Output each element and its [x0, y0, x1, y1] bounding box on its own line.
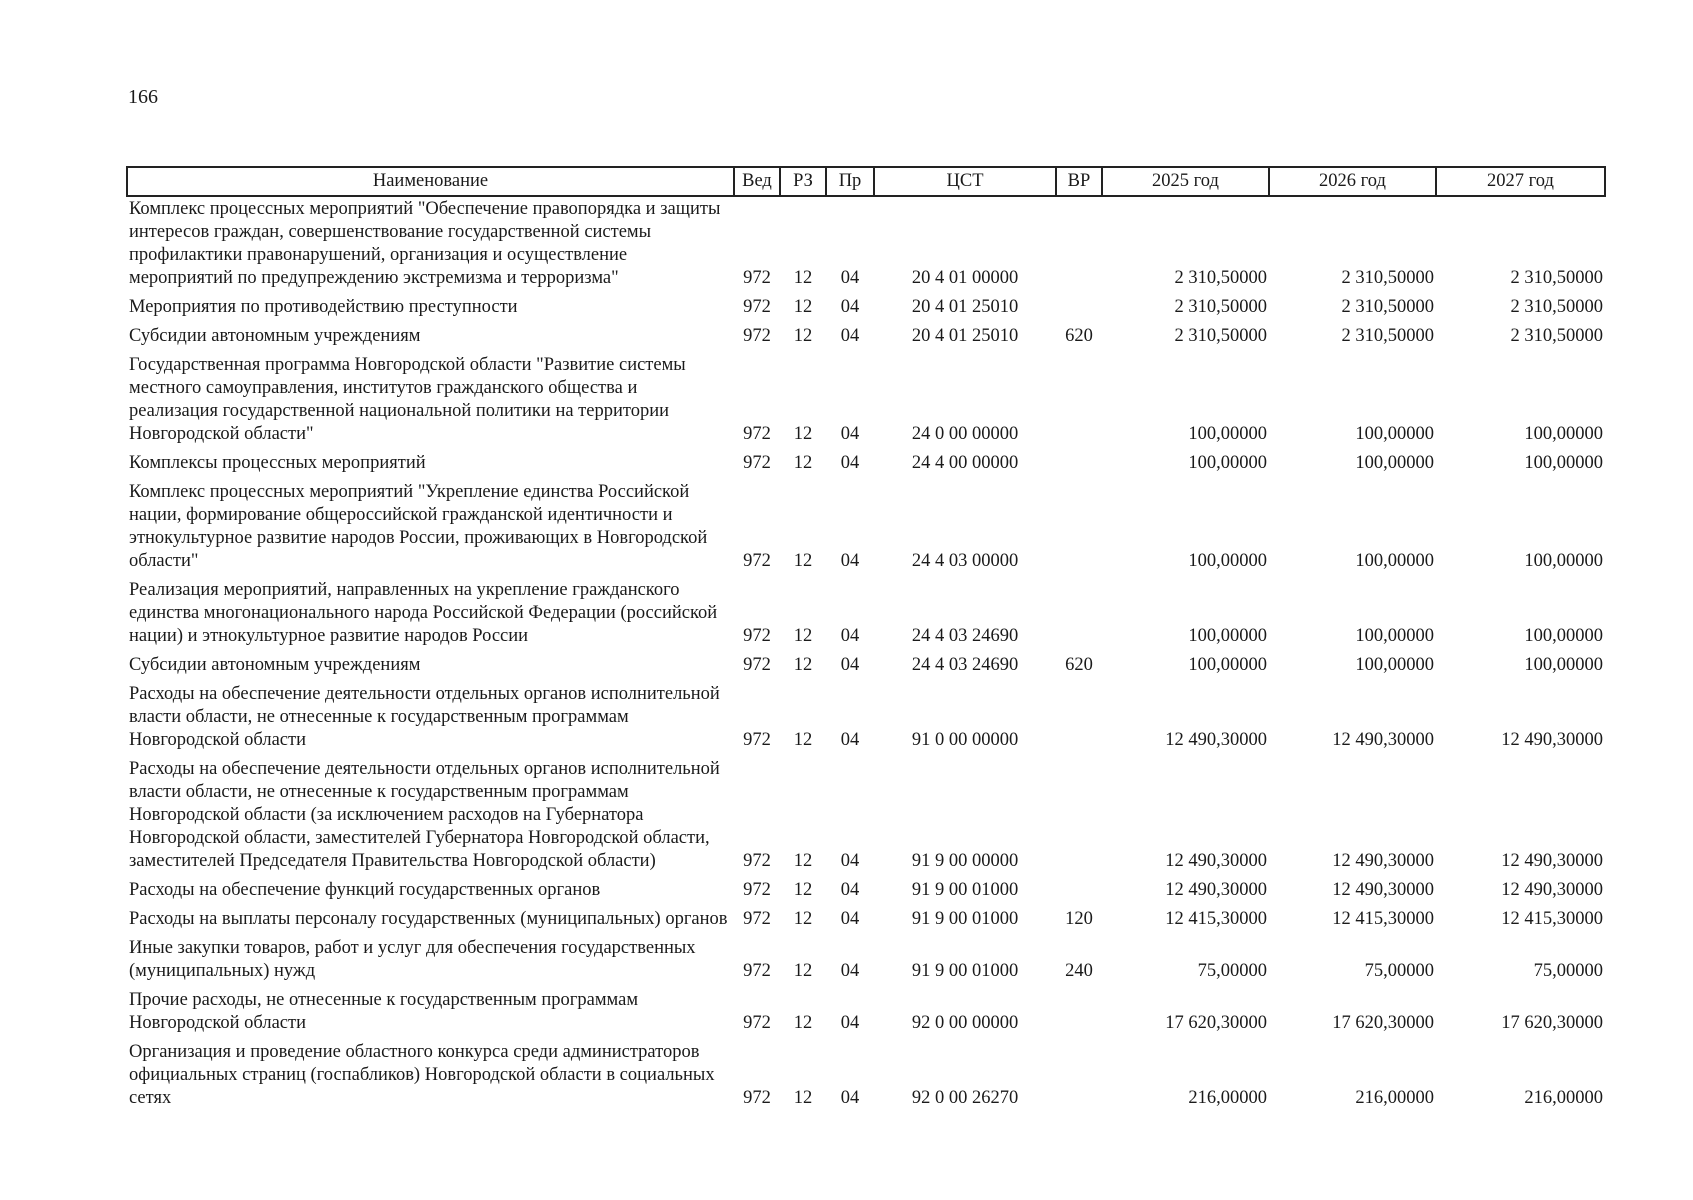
row-2025-cell: 2 310,50000: [1174, 297, 1267, 317]
row-pr-cell: 04: [840, 626, 860, 646]
row-2025-cell: 17 620,30000: [1165, 1013, 1267, 1033]
row-2026-cell: 2 310,50000: [1341, 268, 1434, 288]
row-cst-cell: 20 4 01 25010: [911, 326, 1019, 346]
row-cst-cell: 24 4 03 24690: [911, 655, 1019, 675]
budget-table: [126, 166, 1606, 1116]
table-row: [127, 758, 1605, 879]
row-rz-cell: 12: [793, 424, 813, 444]
row-vr-cell: [1056, 296, 1102, 325]
row-pr-cell: 04: [840, 326, 860, 346]
row-name-cell: Прочие расходы, не отнесенные к государственным программам Новгородской области: [129, 990, 639, 1033]
column-header-name: Наименование: [127, 167, 734, 196]
column-header-vr: ВР: [1056, 167, 1102, 196]
row-vr-cell: [1056, 196, 1102, 296]
row-vr-cell: [1056, 758, 1102, 879]
row-ved-cell: 972: [743, 551, 771, 571]
table-row: [127, 354, 1605, 452]
row-cst-cell: 92 0 00 00000: [911, 1013, 1019, 1033]
row-ved-cell: 972: [743, 851, 771, 871]
row-rz-cell: 12: [793, 655, 813, 675]
row-name-cell: Расходы на обеспечение функций государственных органов: [129, 880, 601, 900]
row-2025-cell: 100,00000: [1188, 626, 1267, 646]
row-2027-cell: 12 415,30000: [1501, 909, 1603, 929]
row-pr-cell: 04: [840, 268, 860, 288]
row-2025-cell: 100,00000: [1188, 551, 1267, 571]
row-cst-cell: 91 9 00 01000: [911, 961, 1019, 981]
row-2027-cell: 100,00000: [1524, 626, 1603, 646]
row-cst-cell: 24 4 00 00000: [911, 453, 1019, 473]
row-name-cell: Расходы на выплаты персоналу государственных (муниципальных) органов: [129, 909, 728, 929]
row-rz-cell: 12: [793, 326, 813, 346]
table-row: [127, 579, 1605, 654]
row-2027-cell: 100,00000: [1524, 655, 1603, 675]
column-header-2027: 2027 год: [1436, 167, 1605, 196]
column-header-pr: Пр: [826, 167, 874, 196]
table-row: [127, 325, 1605, 354]
row-vr-cell: 120: [1065, 909, 1093, 929]
row-ved-cell: 972: [743, 909, 771, 929]
row-2027-cell: 12 490,30000: [1501, 880, 1603, 900]
row-rz-cell: 12: [793, 551, 813, 571]
row-2026-cell: 2 310,50000: [1341, 326, 1434, 346]
table-row: [127, 908, 1605, 937]
row-vr-cell: [1056, 481, 1102, 579]
row-pr-cell: 04: [840, 1088, 860, 1108]
row-name-cell: Мероприятия по противодействию преступности: [129, 297, 518, 317]
row-2026-cell: 100,00000: [1355, 424, 1434, 444]
row-ved-cell: 972: [743, 626, 771, 646]
row-name-cell: Комплекс процессных мероприятий "Обеспечение правопорядка и защиты интересов граждан, совершенствование государственной системы профилактики правонарушений, организация и осуществление мероприятий по предупреждению экстремизма и терроризма": [129, 199, 721, 288]
row-2025-cell: 12 415,30000: [1165, 909, 1267, 929]
row-2025-cell: 100,00000: [1188, 424, 1267, 444]
table-row: [127, 654, 1605, 683]
row-2027-cell: 100,00000: [1524, 424, 1603, 444]
row-2026-cell: 12 490,30000: [1332, 880, 1434, 900]
row-ved-cell: 972: [743, 297, 771, 317]
row-2027-cell: 12 490,30000: [1501, 730, 1603, 750]
row-2027-cell: 100,00000: [1524, 551, 1603, 571]
table-row: [127, 196, 1605, 296]
row-vr-cell: 240: [1065, 961, 1093, 981]
row-ved-cell: 972: [743, 961, 771, 981]
row-2026-cell: 12 490,30000: [1332, 851, 1434, 871]
row-ved-cell: 972: [743, 880, 771, 900]
row-pr-cell: 04: [840, 730, 860, 750]
table-row: [127, 1041, 1605, 1116]
row-pr-cell: 04: [840, 453, 860, 473]
row-pr-cell: 04: [840, 880, 860, 900]
row-2025-cell: 12 490,30000: [1165, 851, 1267, 871]
row-ved-cell: 972: [743, 424, 771, 444]
row-2027-cell: 75,00000: [1533, 961, 1603, 981]
row-cst-cell: 91 9 00 01000: [911, 909, 1019, 929]
row-vr-cell: 620: [1065, 655, 1093, 675]
row-2026-cell: 100,00000: [1355, 655, 1434, 675]
column-header-2025: 2025 год: [1102, 167, 1269, 196]
row-pr-cell: 04: [840, 655, 860, 675]
row-ved-cell: 972: [743, 326, 771, 346]
row-ved-cell: 972: [743, 730, 771, 750]
row-cst-cell: 92 0 00 26270: [911, 1088, 1019, 1108]
row-2026-cell: 100,00000: [1355, 551, 1434, 571]
row-rz-cell: 12: [793, 880, 813, 900]
row-2026-cell: 12 490,30000: [1332, 730, 1434, 750]
row-rz-cell: 12: [793, 268, 813, 288]
row-pr-cell: 04: [840, 909, 860, 929]
row-pr-cell: 04: [840, 551, 860, 571]
row-ved-cell: 972: [743, 1013, 771, 1033]
row-vr-cell: [1056, 354, 1102, 452]
row-vr-cell: [1056, 879, 1102, 908]
row-rz-cell: 12: [793, 961, 813, 981]
row-2026-cell: 17 620,30000: [1332, 1013, 1434, 1033]
row-2026-cell: 12 415,30000: [1332, 909, 1434, 929]
column-header-2026: 2026 год: [1269, 167, 1436, 196]
row-name-cell: Субсидии автономным учреждениям: [129, 655, 421, 675]
row-rz-cell: 12: [793, 909, 813, 929]
row-name-cell: Реализация мероприятий, направленных на укрепление гражданского единства многонационального народа Российской Федерации (российской нации) и этнокультурное развитие народов России: [129, 580, 718, 646]
table-row: [127, 937, 1605, 989]
row-2027-cell: 17 620,30000: [1501, 1013, 1603, 1033]
row-2026-cell: 2 310,50000: [1341, 297, 1434, 317]
column-header-ved: Вед: [734, 167, 780, 196]
row-2025-cell: 12 490,30000: [1165, 880, 1267, 900]
row-pr-cell: 04: [840, 961, 860, 981]
row-2025-cell: 12 490,30000: [1165, 730, 1267, 750]
row-2025-cell: 216,00000: [1188, 1088, 1267, 1108]
row-cst-cell: 24 4 03 24690: [911, 626, 1019, 646]
row-cst-cell: 24 4 03 00000: [911, 551, 1019, 571]
row-2027-cell: 2 310,50000: [1510, 326, 1603, 346]
row-2026-cell: 216,00000: [1355, 1088, 1434, 1108]
row-rz-cell: 12: [793, 730, 813, 750]
row-2025-cell: 2 310,50000: [1174, 326, 1267, 346]
row-name-cell: Субсидии автономным учреждениям: [129, 326, 421, 346]
table-body: [127, 196, 1605, 1116]
row-cst-cell: 91 9 00 00000: [911, 851, 1019, 871]
row-ved-cell: 972: [743, 453, 771, 473]
table-row: [127, 989, 1605, 1041]
row-pr-cell: 04: [840, 424, 860, 444]
row-2025-cell: 2 310,50000: [1174, 268, 1267, 288]
row-name-cell: Организация и проведение областного конкурса среди администраторов официальных страниц (госпабликов) Новгородской области в социальных сетях: [129, 1042, 715, 1108]
table-row: [127, 452, 1605, 481]
row-name-cell: Комплексы процессных мероприятий: [129, 453, 426, 473]
row-2027-cell: 12 490,30000: [1501, 851, 1603, 871]
row-rz-cell: 12: [793, 453, 813, 473]
row-rz-cell: 12: [793, 1013, 813, 1033]
table-row: [127, 879, 1605, 908]
row-vr-cell: 620: [1065, 326, 1093, 346]
row-cst-cell: 20 4 01 25010: [911, 297, 1019, 317]
row-vr-cell: [1056, 989, 1102, 1041]
row-2025-cell: 100,00000: [1188, 453, 1267, 473]
row-2025-cell: 75,00000: [1197, 961, 1267, 981]
column-header-cst: ЦСТ: [874, 167, 1056, 196]
row-pr-cell: 04: [840, 1013, 860, 1033]
row-vr-cell: [1056, 579, 1102, 654]
table-row: [127, 481, 1605, 579]
row-rz-cell: 12: [793, 1088, 813, 1108]
row-name-cell: Иные закупки товаров, работ и услуг для обеспечения государственных (муниципальных) нужд: [129, 938, 696, 981]
row-cst-cell: 91 9 00 01000: [911, 880, 1019, 900]
page-number: 166: [128, 86, 158, 108]
row-2027-cell: 216,00000: [1524, 1088, 1603, 1108]
row-vr-cell: [1056, 452, 1102, 481]
row-cst-cell: 20 4 01 00000: [911, 268, 1019, 288]
column-header-rz: РЗ: [780, 167, 826, 196]
row-cst-cell: 24 0 00 00000: [911, 424, 1019, 444]
row-2025-cell: 100,00000: [1188, 655, 1267, 675]
row-pr-cell: 04: [840, 851, 860, 871]
row-cst-cell: 91 0 00 00000: [911, 730, 1019, 750]
row-2027-cell: 2 310,50000: [1510, 268, 1603, 288]
row-2026-cell: 100,00000: [1355, 626, 1434, 646]
row-name-cell: Расходы на обеспечение деятельности отдельных органов исполнительной власти области, не отнесенные к государственным программам Новгородской области (за исключением расходов на Губернатора Новгородской области, заместителей Губернатора Новгородской области, заместителей Председателя Правительства Новгородской области): [129, 759, 720, 871]
table-row: [127, 683, 1605, 758]
row-2026-cell: 100,00000: [1355, 453, 1434, 473]
row-rz-cell: 12: [793, 297, 813, 317]
row-vr-cell: [1056, 1041, 1102, 1116]
row-2026-cell: 75,00000: [1364, 961, 1434, 981]
row-name-cell: Комплекс процессных мероприятий "Укрепление единства Российской нации, формирование общероссийской гражданской идентичности и этнокультурное развитие народов России, проживающих в Новгородской области": [129, 482, 708, 571]
row-ved-cell: 972: [743, 268, 771, 288]
table-header-row: [127, 167, 1605, 196]
row-pr-cell: 04: [840, 297, 860, 317]
row-ved-cell: 972: [743, 1088, 771, 1108]
row-name-cell: Государственная программа Новгородской области "Развитие системы местного самоуправления, институтов гражданского общества и реализация государственной национальной политики на территории Новгородской области": [129, 355, 686, 444]
row-2027-cell: 2 310,50000: [1510, 297, 1603, 317]
row-rz-cell: 12: [793, 851, 813, 871]
row-name-cell: Расходы на обеспечение деятельности отдельных органов исполнительной власти области, не отнесенные к государственным программам Новгородской области: [129, 684, 720, 750]
row-vr-cell: [1056, 683, 1102, 758]
row-2027-cell: 100,00000: [1524, 453, 1603, 473]
row-rz-cell: 12: [793, 626, 813, 646]
table-row: [127, 296, 1605, 325]
row-ved-cell: 972: [743, 655, 771, 675]
